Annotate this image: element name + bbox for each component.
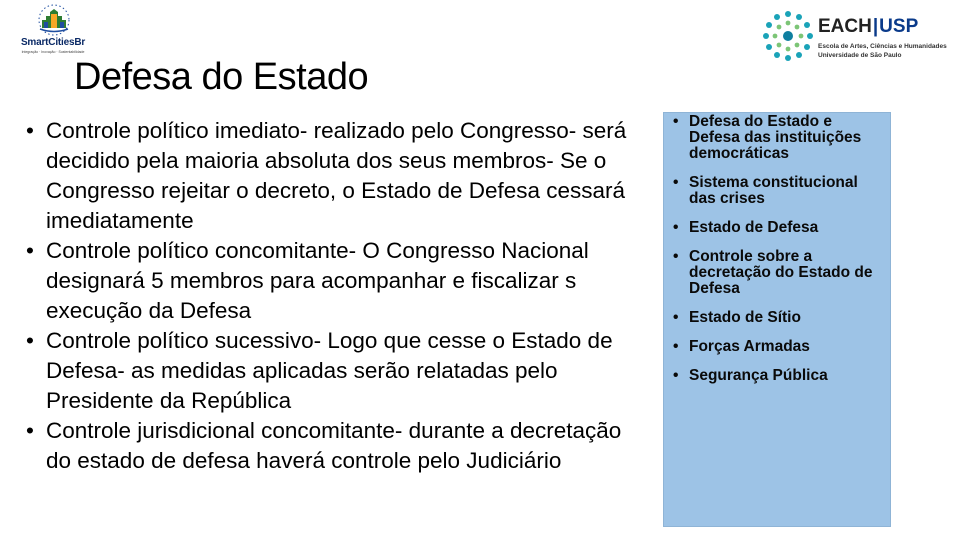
list-item-text: Controle político concomitante- O Congresso Nacional designará 5 membros para acompanhar e fiscalizar s execução da Defesa [46,238,589,323]
bullet-icon: • [673,338,679,355]
topic-item [670,310,885,326]
each-usp-logo [760,6,956,70]
topic-item-text: Defesa do Estado e Defesa das instituições democráticas [689,113,862,162]
logo-tagline: Integração · Inovação · Sustentabilidade [21,50,85,54]
topic-item-text: Segurança Pública [689,367,828,384]
bullet-icon: • [26,238,34,263]
brand-each: EACH [818,16,872,37]
topics-list [670,114,885,397]
smartcitiesbr-logo [8,4,98,56]
bullet-icon: • [26,118,34,143]
logo-line-school: Escola de Artes, Ciências e Humanidades [818,43,947,50]
logo-name: SmartCitiesBr [20,37,86,48]
bullet-icon: • [673,367,679,384]
logo-line-university: Universidade de São Paulo [818,52,902,59]
list-item [26,416,646,476]
topic-item-text: Controle sobre a decretação do Estado de Defesa [689,248,873,297]
topic-item-text: Estado de Defesa [689,219,819,236]
brand-usp: USP [879,16,919,37]
bullet-icon: • [26,328,34,353]
each-rosette-icon [762,10,814,62]
bullet-icon: • [673,309,679,326]
list-item-text: Controle político imediato- realizado pelo Congresso- será decidido pela maioria absoluta dos seus membros- Se o Congresso rejeitar o decreto, o Estado de Defesa cessará imediatamente [46,118,627,233]
list-item [26,236,646,326]
topic-item [670,175,885,207]
topic-item [670,368,885,384]
brand-separator: | [872,16,879,37]
list-item [26,116,646,236]
each-usp-wordmark [818,16,918,38]
bullet-icon: • [673,248,679,265]
bullet-icon: • [26,418,34,443]
bullet-icon: • [673,219,679,236]
list-item-text: Controle político sucessivo- Logo que cesse o Estado de Defesa- as medidas aplicadas serão relatadas pelo Presidente da República [46,328,613,413]
bullet-icon: • [673,113,679,130]
topic-item-text: Forças Armadas [689,338,810,355]
topic-item [670,220,885,236]
main-bullet-list [26,116,646,476]
topic-item-text: Estado de Sítio [689,309,801,326]
list-item-text: Controle jurisdicional concomitante- durante a decretação do estado de defesa haverá controle pelo Judiciário [46,418,622,473]
bullet-icon: • [673,174,679,191]
topic-item [670,249,885,297]
list-item [26,326,646,416]
topic-item-text: Sistema constitucional das crises [689,174,858,207]
slide-title: Defesa do Estado [74,56,369,98]
topic-item [670,114,885,162]
city-skyline-icon [36,4,72,36]
topic-item [670,339,885,355]
